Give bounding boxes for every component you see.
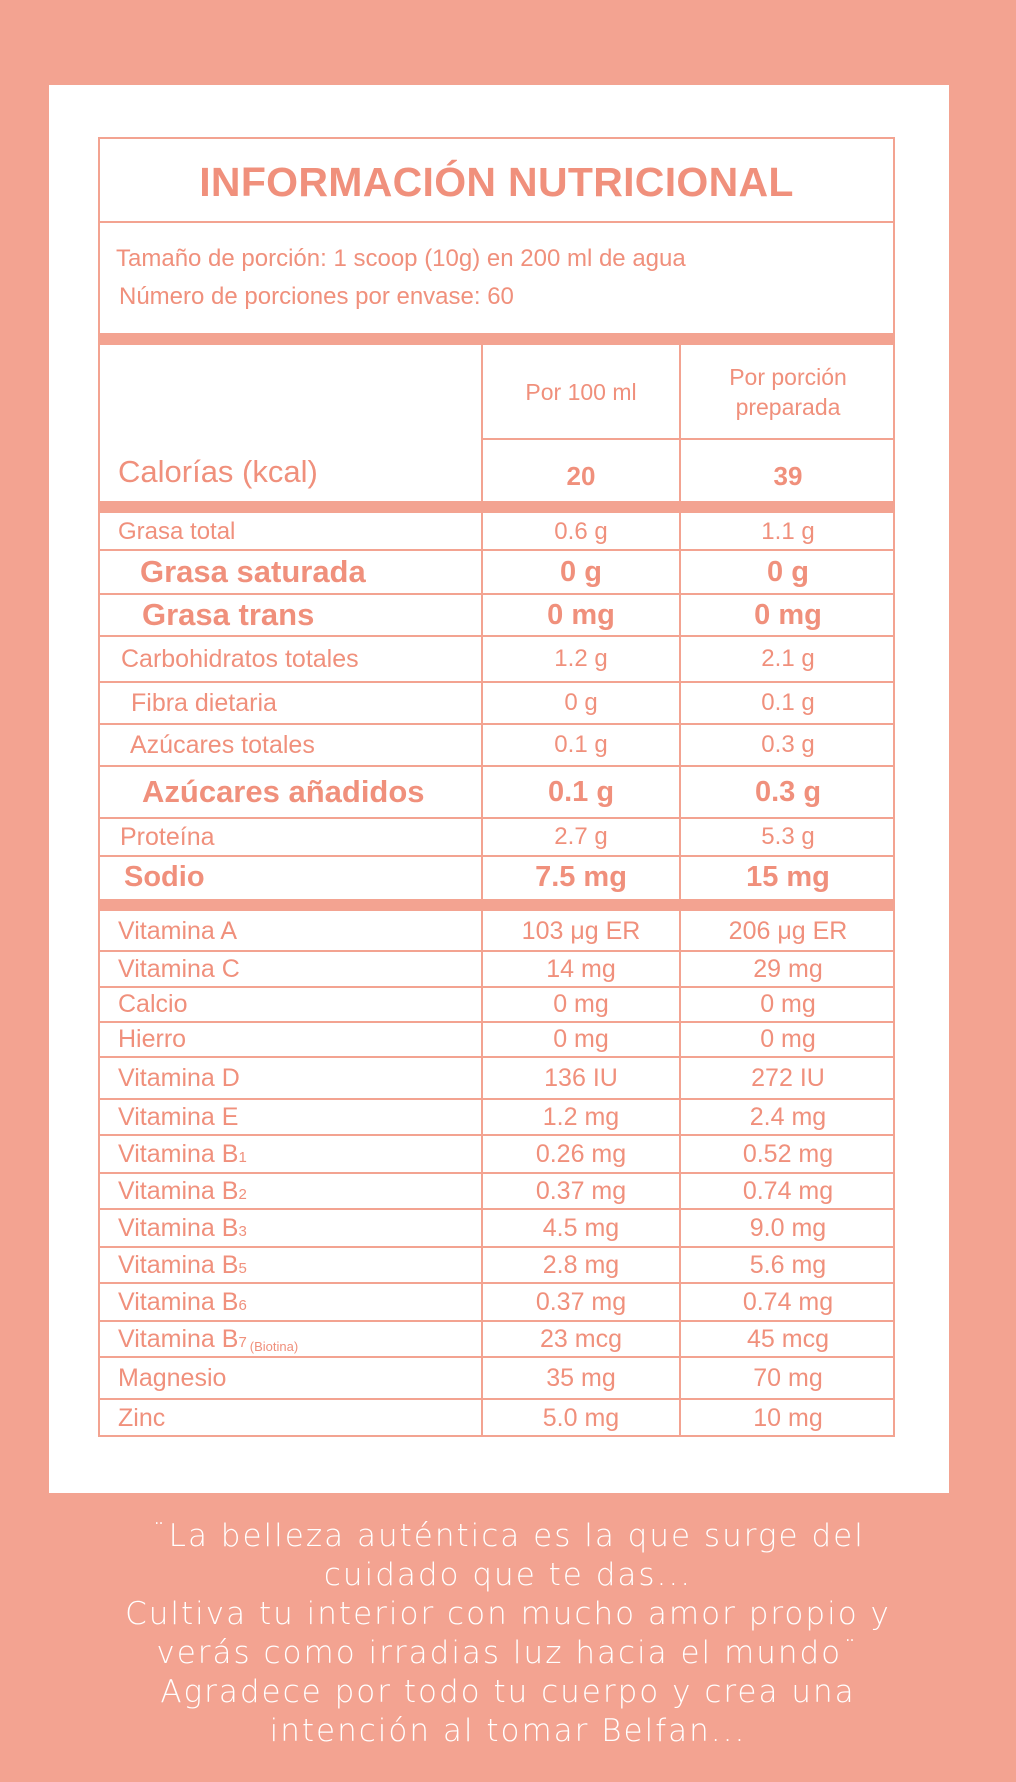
nutrient-per-serving: 0 mg — [754, 598, 822, 631]
nutrient-per-serving: 70 mg — [753, 1363, 823, 1392]
nutrient-subscript: 3 — [238, 1222, 247, 1240]
nutrient-per-serving: 0 mg — [760, 1025, 816, 1053]
nutrient-name: Vitamina B — [118, 1324, 239, 1353]
nutrient-per-serving: 45 mcg — [747, 1324, 829, 1353]
quote-line: Agradece por todo tu cuerpo y crea una — [160, 1674, 856, 1710]
servings-per-container: Número de porciones por envase: 60 — [119, 283, 514, 310]
nutrient-label — [118, 1022, 478, 1057]
calories-per-100ml: 20 — [566, 460, 596, 491]
nutrient-per-serving: 206 μg ER — [728, 916, 848, 945]
divider-thick — [100, 333, 893, 345]
nutrient-label — [118, 1247, 478, 1283]
nutrient-label: Fibra dietaria — [131, 688, 277, 717]
divider-thick — [100, 899, 893, 911]
nutrient-per-serving: 9.0 mg — [749, 1213, 827, 1242]
nutrient-label — [118, 1399, 478, 1437]
nutrient-per-serving: 5.6 mg — [749, 1250, 827, 1279]
nutrient-label — [118, 911, 478, 951]
nutrient-per-100ml: 0 mg — [553, 1025, 609, 1053]
nutrient-name: Vitamina B — [118, 1287, 239, 1316]
nutrient-name: Vitamina E — [118, 1102, 239, 1131]
nutrient-subscript: 6 — [238, 1296, 247, 1314]
nutrient-per-100ml: 2.8 mg — [542, 1250, 620, 1279]
nutrient-per-100ml: 0.26 mg — [535, 1139, 627, 1168]
nutrient-per-100ml: 0.37 mg — [535, 1287, 627, 1316]
nutrient-per-serving: 29 mg — [753, 954, 823, 983]
nutrient-per-serving: 15 mg — [746, 861, 830, 893]
column-header-per-100ml: Por 100 ml — [525, 378, 637, 405]
nutrient-name: Hierro — [118, 1025, 187, 1053]
nutrient-name: Vitamina B — [118, 1139, 239, 1168]
nutrient-per-serving: 0.1 g — [761, 689, 815, 716]
nutrient-per-100ml: 0.6 g — [554, 517, 608, 545]
nutrient-per-100ml: 7.5 mg — [535, 861, 627, 893]
nutrient-label: Sodio — [124, 861, 205, 893]
nutrient-name: Calcio — [118, 990, 188, 1018]
row-divider — [481, 438, 893, 440]
quote-line: verás como irradias luz hacia el mundo¨ — [156, 1635, 860, 1671]
nutrient-per-serving: 5.3 g — [761, 823, 815, 850]
nutrient-per-100ml: 2.7 g — [554, 823, 608, 850]
nutrient-name: Vitamina B — [118, 1213, 239, 1242]
nutrient-name: Vitamina A — [118, 916, 238, 945]
nutrient-per-serving: 0.3 g — [754, 775, 822, 808]
nutrient-per-100ml: 0.1 g — [547, 775, 615, 808]
nutrient-per-serving: 2.1 g — [761, 645, 815, 672]
nutrient-name: Vitamina B — [118, 1176, 239, 1205]
nutrient-label — [118, 1099, 478, 1135]
calories-per-serving: 39 — [773, 460, 803, 491]
nutrient-per-100ml: 23 mcg — [540, 1324, 622, 1353]
nutrient-per-100ml: 0.37 mg — [535, 1176, 627, 1205]
serving-size: Tamaño de porción: 1 scoop (10g) en 200 ml de agua — [116, 245, 686, 272]
nutrition-facts-table — [98, 137, 895, 1437]
nutrient-label — [118, 1321, 478, 1357]
divider-thick — [100, 501, 893, 513]
nutrient-subscript: 1 — [238, 1148, 247, 1166]
nutrient-per-serving: 10 mg — [753, 1403, 823, 1432]
nutrient-name: Vitamina D — [118, 1063, 240, 1092]
nutrient-subscript: 5 — [238, 1259, 247, 1277]
quote-line: ¨La belleza auténtica es la que surge del — [151, 1518, 865, 1554]
nutrient-per-100ml: 4.5 mg — [542, 1213, 620, 1242]
nutrient-label: Azúcares añadidos — [142, 774, 425, 809]
nutrient-per-100ml: 1.2 g — [554, 645, 608, 672]
nutrient-note: (Biotina) — [249, 1339, 299, 1354]
nutrient-label: Carbohidratos totales — [121, 644, 359, 673]
calories-label: Calorías (kcal) — [118, 454, 318, 489]
nutrient-per-100ml: 0 g — [564, 689, 598, 716]
nutrient-label — [118, 1283, 478, 1321]
nutrient-per-serving: 272 IU — [751, 1063, 825, 1092]
nutrient-per-serving: 2.4 mg — [749, 1102, 827, 1131]
nutrient-name: Vitamina B — [118, 1250, 239, 1279]
nutrient-subscript: 7 — [238, 1333, 247, 1351]
nutrient-per-100ml: 0 mg — [553, 990, 609, 1018]
nutrient-subscript: 2 — [238, 1185, 247, 1203]
nutrient-per-serving: 0.52 mg — [742, 1139, 834, 1168]
nutrient-per-100ml: 5.0 mg — [542, 1403, 620, 1432]
column-header-line: preparada — [735, 393, 841, 420]
nutrient-per-100ml: 14 mg — [546, 954, 616, 983]
nutrient-per-serving: 0 mg — [760, 990, 816, 1018]
nutrient-label — [118, 1057, 478, 1099]
nutrient-label — [118, 1135, 478, 1173]
quote-line: Cultiva tu interior con mucho amor propio y — [125, 1596, 891, 1632]
nutrient-label — [118, 1173, 478, 1209]
nutrient-per-100ml: 35 mg — [546, 1363, 616, 1392]
nutrient-label: Grasa total — [118, 517, 236, 545]
nutrient-per-100ml: 103 μg ER — [521, 916, 641, 945]
nutrient-per-100ml: 0.1 g — [554, 731, 608, 758]
nutrient-per-serving: 0.3 g — [761, 731, 815, 758]
nutrient-per-serving: 0.74 mg — [742, 1176, 834, 1205]
nutrient-label: Grasa saturada — [140, 554, 366, 589]
page-title: INFORMACIÓN NUTRICIONAL — [100, 139, 893, 223]
nutrient-per-100ml: 1.2 mg — [542, 1102, 620, 1131]
nutrient-per-serving: 0.74 mg — [742, 1287, 834, 1316]
nutrient-label — [118, 987, 478, 1022]
nutrient-name: Vitamina C — [118, 954, 240, 983]
quote-line: cuidado que te das... — [323, 1557, 693, 1593]
quote-line: intención al tomar Belfan... — [269, 1713, 747, 1749]
nutrient-per-100ml: 0 g — [560, 555, 602, 588]
nutrient-per-serving: 0 g — [767, 555, 809, 588]
column-header-line: Por porción — [729, 363, 847, 390]
nutrient-per-serving: 1.1 g — [761, 517, 815, 545]
nutrient-label — [118, 1357, 478, 1399]
brand-quote — [0, 1517, 1016, 1751]
column-header-per-serving — [681, 345, 895, 438]
nutrient-label: Proteína — [120, 822, 215, 851]
nutrient-per-100ml: 136 IU — [544, 1063, 618, 1092]
serving-info — [100, 221, 893, 333]
nutrient-per-100ml: 0 mg — [547, 598, 615, 631]
nutrient-label — [118, 1209, 478, 1247]
nutrient-label: Azúcares totales — [130, 730, 315, 759]
nutrient-name: Zinc — [118, 1403, 166, 1432]
nutrient-label: Grasa trans — [142, 597, 315, 632]
nutrient-label — [118, 951, 478, 987]
nutrient-name: Magnesio — [118, 1363, 227, 1392]
